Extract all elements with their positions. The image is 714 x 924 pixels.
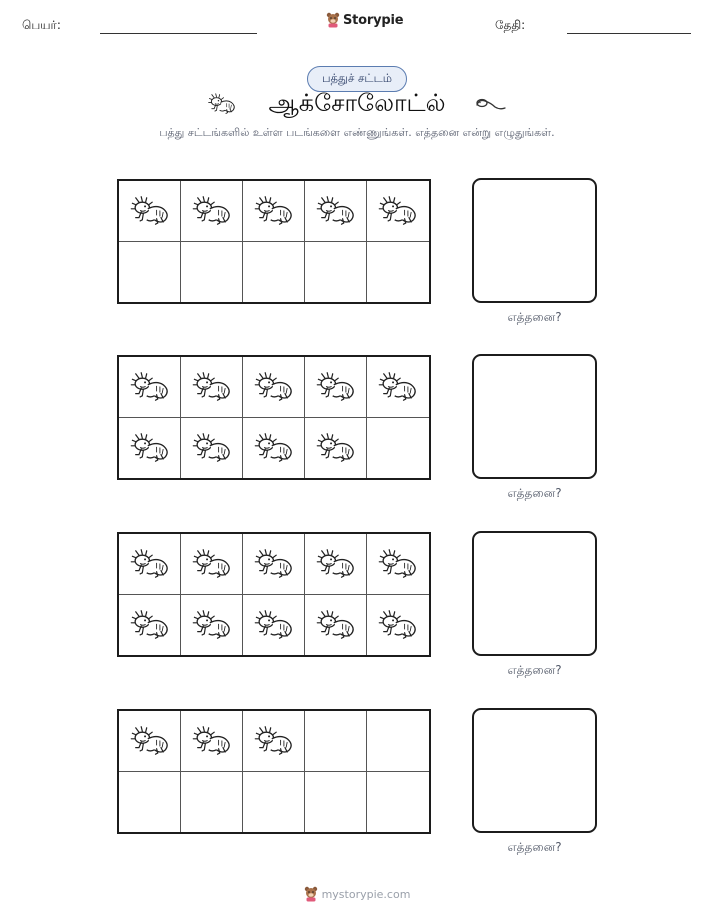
ten-frame-cell — [243, 534, 305, 595]
ten-frame-cell — [119, 357, 181, 418]
ten-frame-cell — [367, 711, 429, 772]
ten-frame-cell — [367, 595, 429, 656]
axolotl-icon — [128, 432, 172, 464]
axolotl-icon — [190, 609, 234, 641]
ten-frame-cell — [181, 772, 243, 833]
axolotl-icon — [252, 609, 296, 641]
ten-frame-cell — [119, 595, 181, 656]
ten-frame-cell — [305, 772, 367, 833]
ten-frame-cell — [367, 242, 429, 303]
ten-frame-cell — [367, 772, 429, 833]
ten-frame-cell — [181, 595, 243, 656]
axolotl-icon — [376, 195, 420, 227]
ten-frame-cell — [119, 772, 181, 833]
ten-frame-cell — [305, 181, 367, 242]
ten-frame-cell — [367, 357, 429, 418]
ten-frame-cell — [181, 181, 243, 242]
axolotl-icon — [314, 371, 358, 403]
date-field[interactable] — [567, 33, 691, 34]
ten-frame-cell — [367, 534, 429, 595]
ten-frame-cell — [181, 711, 243, 772]
ten-frame-cell — [119, 181, 181, 242]
axolotl-icon — [376, 371, 420, 403]
answer-label: எத்தனை? — [507, 486, 562, 500]
ten-frame-cell — [243, 418, 305, 479]
ten-frame — [117, 532, 431, 657]
axolotl-icon — [252, 371, 296, 403]
ten-frame-cell — [305, 711, 367, 772]
axolotl-icon — [128, 371, 172, 403]
axolotl-icon — [190, 432, 234, 464]
axolotl-icon — [314, 195, 358, 227]
ten-frame-cell — [243, 772, 305, 833]
axolotl-icon — [190, 725, 234, 757]
axolotl-icon — [128, 609, 172, 641]
ten-frame — [117, 179, 431, 304]
answer-label: எத்தனை? — [507, 840, 562, 854]
ten-frame-cell — [305, 534, 367, 595]
ten-frame-cell — [305, 357, 367, 418]
ten-frame-cell — [181, 534, 243, 595]
ten-frame-cell — [243, 242, 305, 303]
axolotl-icon — [376, 609, 420, 641]
answer-box[interactable] — [472, 531, 597, 656]
footer-site[interactable]: mystorypie.com — [321, 887, 411, 901]
axolotl-icon — [376, 548, 420, 580]
answer-box[interactable] — [472, 708, 597, 833]
ten-frame-cell — [181, 357, 243, 418]
ten-frame-cell — [243, 711, 305, 772]
instructions: பத்து சட்டங்களில் உள்ள படங்களை எண்ணுங்கள். எத்தனை என்று எழுதுங்கள். — [159, 126, 555, 139]
badge-text: பத்துச் சட்டம் — [322, 71, 392, 85]
brand-name: Storypie — [343, 12, 404, 28]
ten-frame-cell — [119, 242, 181, 303]
axolotl-icon — [314, 548, 358, 580]
ten-frame-cell — [119, 711, 181, 772]
ten-frame-cell — [367, 418, 429, 479]
page-title: ஆக்சோலோட்ல் — [268, 89, 446, 117]
axolotl-icon — [252, 195, 296, 227]
brand-logo — [326, 12, 403, 28]
ten-frame-cell — [305, 595, 367, 656]
answer-box[interactable] — [472, 178, 597, 303]
answer-box[interactable] — [472, 354, 597, 479]
ten-frame-cell — [119, 418, 181, 479]
footer — [0, 886, 714, 902]
axolotl-icon — [314, 609, 358, 641]
ten-frame-cell — [119, 534, 181, 595]
axolotl-icon — [314, 432, 358, 464]
axolotl-icon — [252, 548, 296, 580]
answer-label: எத்தனை? — [507, 663, 562, 677]
ten-frame-cell — [243, 357, 305, 418]
date-label: தேதி: — [495, 18, 526, 32]
axolotl-icon — [190, 371, 234, 403]
name-label: பெயர்: — [22, 18, 61, 32]
axolotl-outline-icon — [475, 96, 507, 114]
ten-frame-cell — [305, 418, 367, 479]
axolotl-icon — [128, 725, 172, 757]
ten-frame-cell — [181, 418, 243, 479]
axolotl-icon — [190, 195, 234, 227]
axolotl-icon — [252, 725, 296, 757]
ten-frame-cell — [243, 181, 305, 242]
answer-label: எத்தனை? — [507, 310, 562, 324]
ten-frame-cell — [305, 242, 367, 303]
name-field[interactable] — [100, 33, 257, 34]
axolotl-icon — [252, 432, 296, 464]
bear-icon — [326, 12, 340, 28]
ten-frame — [117, 709, 431, 834]
ten-frame-cell — [367, 181, 429, 242]
ten-frame-cell — [181, 242, 243, 303]
axolotl-icon — [190, 548, 234, 580]
axolotl-icon — [128, 548, 172, 580]
axolotl-icon — [128, 195, 172, 227]
ten-frame — [117, 355, 431, 480]
bear-icon — [304, 886, 318, 902]
ten-frame-cell — [243, 595, 305, 656]
